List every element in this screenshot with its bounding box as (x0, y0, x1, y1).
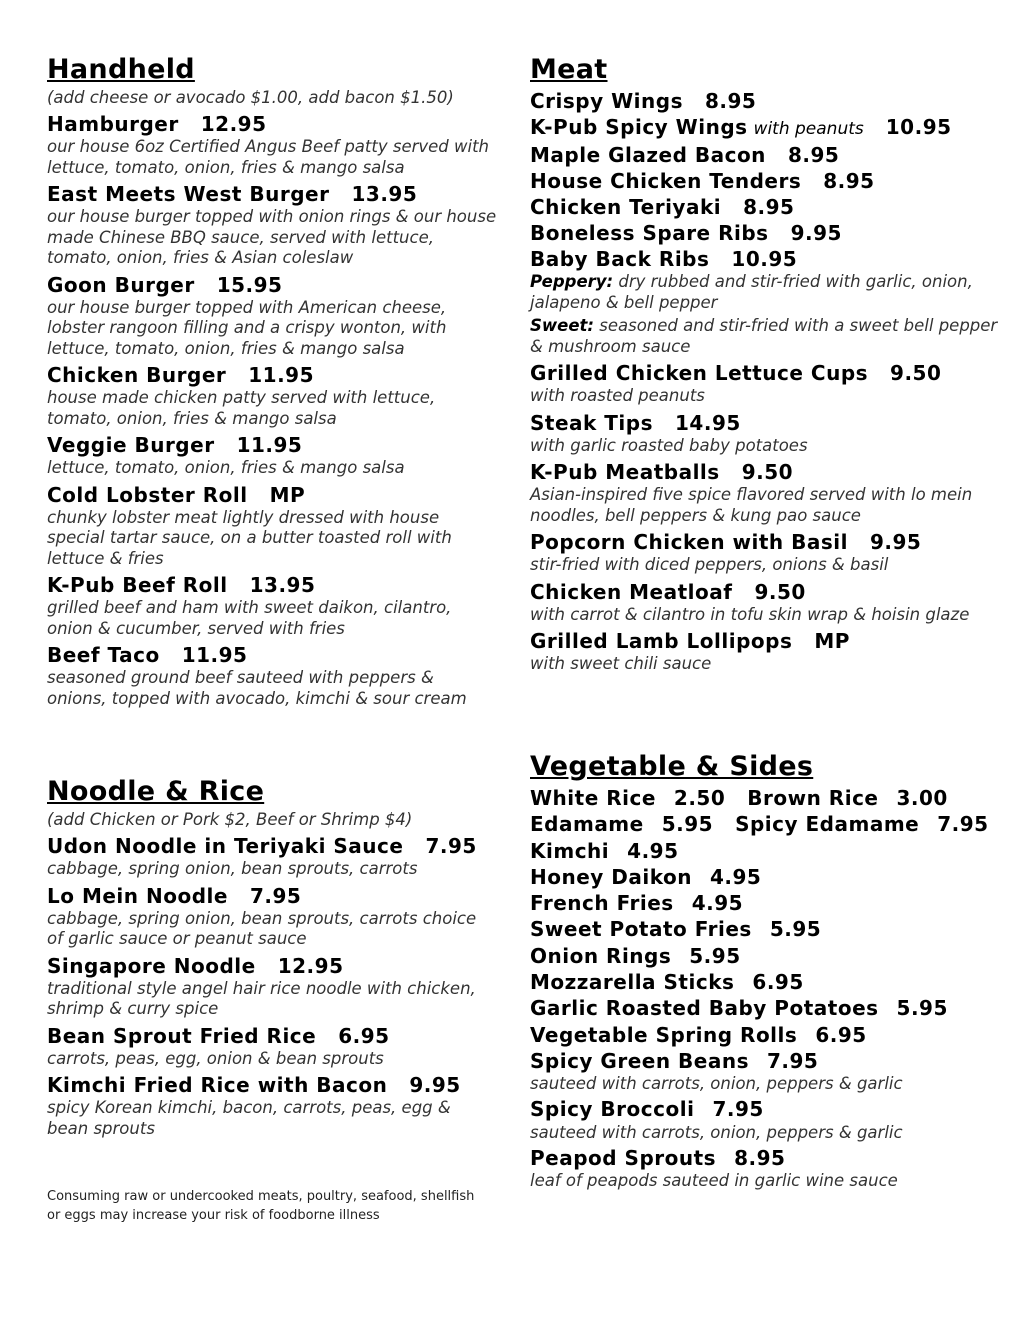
rib-styles (530, 272, 1000, 357)
rib-style-text: seasoned and stir-fried with a sweet bell pepper & mushroom sauce (530, 316, 998, 356)
menu-item-name: K-Pub Spicy Wings (530, 115, 748, 139)
noodle-section (47, 774, 497, 1142)
menu-item-name: Chicken Meatloaf (530, 579, 733, 604)
menu-item (47, 883, 497, 950)
rib-style-description (530, 272, 1000, 313)
rib-style-label: Sweet: (530, 316, 594, 335)
handheld-item-list (47, 111, 497, 709)
veg-pair-lines (530, 785, 1005, 838)
menu-item-name: Maple Glazed Bacon (530, 143, 766, 167)
section-title-handheld: Handheld (47, 54, 195, 85)
menu-item-subtitle: with peanuts (753, 119, 864, 139)
menu-item-name: Sweet Potato Fries (530, 917, 752, 942)
menu-item (47, 572, 497, 639)
menu-item-price: 12.95 (200, 112, 267, 136)
menu-item-price: 9.95 (869, 530, 922, 554)
menu-item-description: seasoned ground beef sauteed with peppers & onions, topped with avocado, kimchi & sour cream (47, 668, 467, 708)
menu-item-name-line (47, 833, 497, 859)
menu-item-name: Bean Sprout Fried Rice (47, 1023, 317, 1048)
menu-item-price: 9.50 (741, 460, 794, 484)
menu-item-price: 7.95 (425, 834, 477, 858)
menu-item-name: Popcorn Chicken with Basil (530, 530, 848, 554)
menu-item-description: cabbage, spring onion, bean sprouts, carrots (47, 859, 418, 878)
menu-item-price: 10.95 (731, 247, 798, 271)
menu-item-name-line (47, 953, 497, 979)
menu-item (530, 579, 1000, 626)
menu-item-price: 8.95 (734, 1145, 786, 1170)
menu-item (530, 969, 1005, 995)
food-safety-disclaimer: Consuming raw or undercooked meats, poultry, seafood, shellfish or eggs may increase your risk of foodborne illness (47, 1189, 475, 1223)
rib-style-label: Peppery: (530, 272, 614, 291)
menu-item-name-line (530, 194, 1000, 220)
menu-item-name-line (530, 916, 1005, 942)
noodle-addons-note: (add Chicken or Pork $2, Beef or Shrimp $4) (47, 810, 413, 829)
menu-item-name-line (530, 943, 1005, 969)
menu-item-description: with roasted peanuts (530, 386, 705, 405)
noodle-item-list (47, 833, 497, 1139)
menu-item-name-line (530, 890, 1005, 916)
menu-item-description: lettuce, tomato, onion, fries & mango salsa (47, 458, 405, 477)
menu-item-name-line (530, 838, 1005, 864)
menu-item-name-line (530, 168, 1000, 194)
menu-item-name-line (530, 360, 1000, 386)
menu-item-name-line (47, 572, 497, 598)
section-title-veg: Vegetable & Sides (530, 751, 814, 782)
menu-item-price: 8.95 (743, 195, 795, 219)
menu-item-description: grilled beef and ham with sweet daikon, cilantro, onion & cucumber, served with fries (47, 598, 452, 638)
menu-item-price: 9.95 (409, 1073, 461, 1097)
menu-item-name-line (530, 1048, 1005, 1074)
section-title-meat: Meat (530, 54, 608, 85)
menu-item-price: 4.95 (691, 891, 744, 916)
menu-item-name: Peapod Sprouts (530, 1145, 717, 1170)
rib-style-text: dry rubbed and stir-fried with garlic, onion, jalapeno & bell pepper (530, 272, 973, 312)
menu-item-name: Kimchi Fried Rice with Bacon (47, 1073, 388, 1097)
menu-item (530, 943, 1005, 969)
menu-item (47, 833, 497, 880)
menu-item-price: 11.95 (236, 433, 303, 457)
menu-item (530, 88, 1000, 114)
handheld-addons-note: (add cheese or avocado $1.00, add bacon $1.50) (47, 88, 454, 107)
menu-item-price: 8.95 (823, 169, 875, 193)
menu-item-price: 11.95 (181, 643, 248, 667)
menu-item-name: Veggie Burger (47, 433, 215, 457)
menu-item-price: 2.50 (673, 786, 726, 810)
menu-item-name: Baby Back Ribs (530, 247, 710, 271)
menu-item-name-line (530, 114, 1000, 142)
menu-item (47, 362, 497, 429)
menu-item (47, 1072, 497, 1139)
veg-section (530, 749, 1005, 1193)
menu-item-name-line (530, 1096, 1005, 1122)
menu-item-description: Asian-inspired five spice flavored served with lo mein noodles, bell peppers & kung pao sauce (530, 485, 973, 525)
menu-item-price: 7.95 (937, 812, 989, 837)
menu-item-name: Spicy Broccoli (530, 1097, 695, 1122)
menu-item-price: 6.95 (338, 1023, 390, 1048)
menu-item-name-line (47, 482, 497, 508)
menu-item-price: 4.95 (709, 864, 762, 889)
section-title-noodle: Noodle & Rice (47, 776, 265, 807)
menu-item (530, 410, 1000, 457)
menu-item-price: 3.00 (896, 786, 948, 810)
menu-item-price: 9.95 (790, 221, 842, 245)
menu-item-name: Vegetable Spring Rolls (530, 1022, 798, 1047)
menu-item-price: 6.95 (815, 1022, 867, 1047)
menu-item-name-line (47, 432, 497, 458)
menu-item-price: 10.95 (885, 115, 952, 139)
menu-item-price: 9.50 (890, 361, 942, 385)
menu-item-price: 14.95 (675, 410, 741, 435)
menu-item (530, 1048, 1005, 1094)
menu-item-name: Edamame (530, 812, 644, 837)
menu-item-price: 5.95 (769, 917, 822, 942)
menu-item-name-line (47, 883, 497, 909)
menu-item-price: 13.95 (249, 573, 316, 597)
veg-item-list (530, 838, 1005, 1191)
menu-item (530, 168, 1000, 194)
menu-item-name: Spicy Edamame (735, 812, 920, 837)
meat-section (530, 52, 1000, 678)
menu-item-price: 9.50 (754, 579, 806, 604)
menu-item-price: 13.95 (351, 182, 418, 206)
menu-item-name: Honey Daikon (530, 864, 692, 889)
menu-item-name: Chicken Teriyaki (530, 195, 722, 219)
menu-item (47, 111, 497, 178)
menu-item-description: stir-fried with diced peppers, onions & basil (530, 555, 889, 574)
menu-item-description: our house 6oz Certified Angus Beef patty served with lettuce, tomato, onion, fries & mango salsa (47, 137, 490, 177)
menu-item (530, 890, 1005, 916)
menu-item (530, 628, 1000, 675)
menu-item-name: Kimchi (530, 838, 610, 863)
menu-item (47, 181, 497, 269)
menu-item-name-line (530, 995, 1005, 1021)
menu-item-price: 8.95 (787, 143, 840, 167)
menu-item (530, 220, 1000, 246)
menu-item-name: Crispy Wings (530, 89, 683, 113)
menu-item-name: K-Pub Meatballs (530, 460, 720, 484)
menu-item (530, 459, 1000, 526)
menu-item (530, 864, 1005, 890)
menu-item-price: 7.95 (767, 1048, 819, 1073)
menu-item-name: White Rice (530, 786, 656, 810)
handheld-section (47, 52, 497, 712)
menu-item-description: house made chicken patty served with lettuce, tomato, onion, fries & mango salsa (47, 388, 436, 428)
menu-item-price: 7.95 (712, 1097, 764, 1122)
menu-item (530, 360, 1000, 407)
menu-item-name-line (530, 1022, 1005, 1048)
menu-item-price: MP (814, 629, 850, 653)
menu-item-description: sauteed with carrots, onion, peppers & garlic (530, 1074, 903, 1094)
menu-item-name-line (47, 362, 497, 388)
menu-item-name-line (530, 1145, 1005, 1171)
menu-item-price: 12.95 (277, 953, 344, 978)
menu-item-name: Mozzarella Sticks (530, 970, 735, 995)
menu-item-name-line (530, 969, 1005, 995)
menu-item-description: cabbage, spring onion, bean sprouts, carrots choice of garlic sauce or peanut sauce (47, 908, 477, 948)
menu-item-name-line (530, 246, 1000, 272)
menu-item-name: Grilled Lamb Lollipops (530, 629, 793, 653)
menu-item-name-line (530, 220, 1000, 246)
menu-item-name: Cold Lobster Roll (47, 482, 248, 507)
menu-item-name: Hamburger (47, 112, 179, 136)
menu-item-price: 5.95 (689, 943, 741, 968)
menu-item-price: 5.95 (896, 996, 948, 1021)
menu-item-name-line (530, 459, 1000, 485)
menu-item-name-line (530, 529, 1000, 555)
menu-item-name: Onion Rings (530, 943, 672, 968)
menu-item-price: 11.95 (248, 363, 315, 387)
menu-item-name-line (47, 272, 497, 298)
menu-item-name-line (47, 181, 497, 207)
menu-item-name: Steak Tips (530, 410, 654, 435)
menu-item-name: East Meets West Burger (47, 182, 330, 206)
menu-item-name-line (530, 628, 1000, 654)
menu-item-name: Boneless Spare Ribs (530, 221, 769, 245)
menu-item-name-line (530, 142, 1000, 168)
meat-item-list (530, 360, 1000, 675)
menu-item-name-line (47, 111, 497, 137)
menu-item (530, 529, 1000, 576)
menu-item-description: chunky lobster meat lightly dressed with house special tartar sauce, on a butter toasted roll with lettuce & fries (47, 507, 452, 568)
menu-item-description: spicy Korean kimchi, bacon, carrots, peas, egg & bean sprouts (47, 1098, 451, 1138)
menu-item (530, 1145, 1005, 1191)
menu-item-name: K-Pub Beef Roll (47, 573, 228, 597)
menu-item-name: Singapore Noodle (47, 953, 256, 978)
veg-pair-line (530, 785, 1005, 811)
menu-item-price: 5.95 (661, 812, 714, 837)
menu-item-name: Udon Noodle in Teriyaki Sauce (47, 834, 404, 858)
menu-item (47, 1023, 497, 1070)
menu-item (530, 114, 1000, 142)
menu-item (47, 432, 497, 479)
menu-item (530, 142, 1000, 168)
menu-item (530, 838, 1005, 864)
menu-item-description: with carrot & cilantro in tofu skin wrap & hoisin glaze (530, 604, 970, 624)
menu-item-name-line (47, 1023, 497, 1049)
menu-item-price: 4.95 (627, 838, 679, 863)
menu-item-name: French Fries (530, 891, 674, 916)
menu-item (47, 482, 497, 570)
menu-item (530, 1096, 1005, 1142)
menu-item (47, 642, 497, 709)
menu-item (530, 916, 1005, 942)
menu-item-price: 6.95 (752, 970, 804, 995)
menu-item-name-line (47, 642, 497, 668)
menu-item-name: House Chicken Tenders (530, 169, 802, 193)
menu-item-price: 7.95 (249, 883, 302, 908)
menu-item-name: Grilled Chicken Lettuce Cups (530, 361, 869, 385)
menu-item-price: 15.95 (216, 272, 283, 297)
menu-item-name: Beef Taco (47, 643, 160, 667)
menu-item (530, 194, 1000, 220)
menu-item-price: MP (269, 482, 306, 507)
menu-item (530, 995, 1005, 1021)
menu-item-price: 8.95 (705, 89, 757, 113)
menu-item-name: Garlic Roasted Baby Potatoes (530, 996, 879, 1021)
menu-item (530, 1022, 1005, 1048)
menu-item-description: our house burger topped with onion rings & our house made Chinese BBQ sauce, served with lettuce, tomato, onion, fries & Asian coleslaw (47, 207, 497, 267)
menu-item-name-line (530, 864, 1005, 890)
meat-simple-list (530, 88, 1000, 272)
menu-item-name: Chicken Burger (47, 363, 227, 387)
menu-item-name: Goon Burger (47, 272, 195, 297)
menu-item-name-line (530, 88, 1000, 114)
menu-item-description: carrots, peas, egg, onion & bean sprouts (47, 1048, 384, 1068)
menu-item-description: traditional style angel hair rice noodle with chicken, shrimp & curry spice (47, 978, 476, 1018)
menu-item-description: with sweet chili sauce (530, 654, 712, 673)
menu-item (530, 246, 1000, 272)
menu-item-description: with garlic roasted baby potatoes (530, 435, 808, 455)
menu-item-description: our house burger topped with American cheese, lobster rangoon filling and a crispy wonton, with lettuce, tomato, onion, fries & mango salsa (47, 297, 447, 358)
menu-item-name: Spicy Green Beans (530, 1048, 749, 1073)
menu-item-name-line (47, 1072, 497, 1098)
menu-item (47, 953, 497, 1020)
menu-item-description: leaf of peapods sauteed in garlic wine sauce (530, 1170, 898, 1190)
menu-item-name: Brown Rice (747, 786, 879, 810)
veg-pair-line (530, 811, 1005, 837)
menu-item-name-line (530, 410, 1000, 436)
menu-item (47, 272, 497, 360)
menu-item-name: Lo Mein Noodle (47, 883, 228, 908)
menu-item-name-line (530, 579, 1000, 605)
menu-item-description: sauteed with carrots, onion, peppers & garlic (530, 1122, 903, 1142)
rib-style-description (530, 316, 1000, 357)
